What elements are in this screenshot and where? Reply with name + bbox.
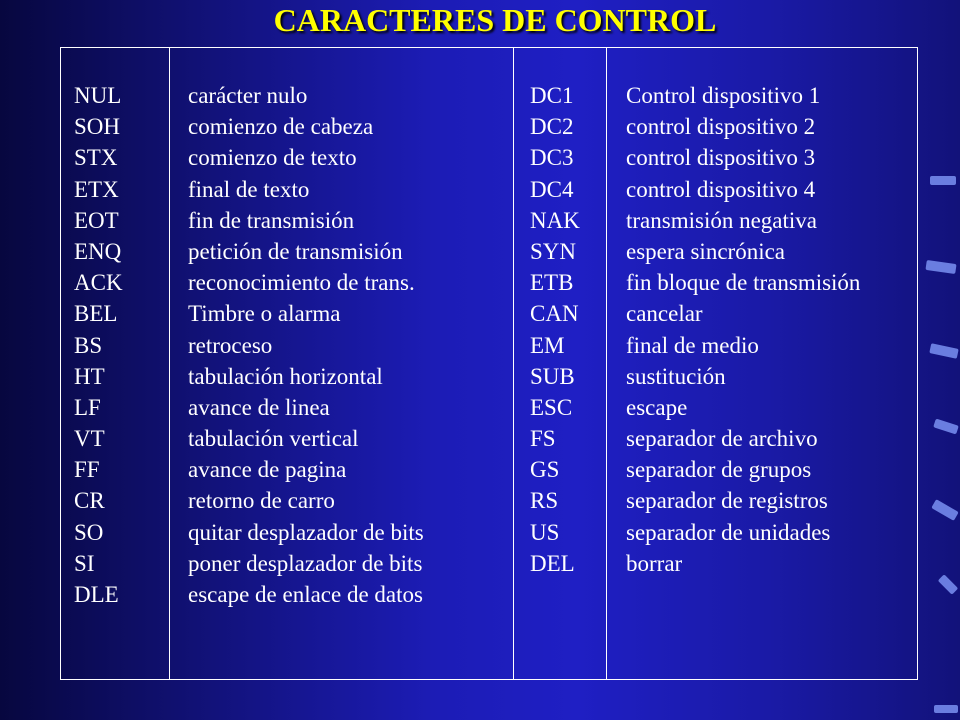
control-description: quitar desplazador de bits: [188, 519, 424, 545]
control-code: SO: [74, 519, 104, 545]
control-description: tabulación vertical: [188, 426, 359, 452]
control-code: ESC: [530, 394, 573, 420]
control-description: Control dispositivo 1: [626, 83, 821, 108]
control-code: RS: [530, 488, 559, 514]
right-descriptions-column: [626, 80, 860, 579]
control-description: reconocimiento de trans.: [188, 270, 415, 296]
control-description: fin bloque de transmisión: [626, 270, 861, 296]
control-code: HT: [74, 363, 105, 389]
control-code: DC3: [530, 145, 574, 171]
control-description: avance de pagina: [188, 457, 347, 483]
decorative-dash: [938, 574, 959, 595]
control-code: CR: [74, 488, 105, 514]
control-code: FS: [530, 426, 556, 452]
control-code: NUL: [74, 83, 122, 108]
control-code: SYN: [530, 238, 577, 264]
control-description: carácter nulo: [188, 83, 308, 108]
left-descriptions-column: [188, 80, 424, 610]
control-code: ETB: [530, 270, 574, 296]
control-code: NAK: [530, 207, 580, 233]
control-code: DC4: [530, 176, 574, 202]
control-description: espera sincrónica: [626, 238, 786, 264]
control-code: ETX: [74, 176, 119, 202]
control-code: DC1: [530, 83, 574, 108]
control-description: transmisión negativa: [626, 207, 817, 233]
control-description: final de texto: [188, 176, 310, 202]
control-description: final de medio: [626, 332, 759, 358]
control-code: LF: [74, 394, 101, 420]
decorative-dash: [934, 705, 958, 713]
decorative-dash: [933, 419, 959, 435]
control-description: tabulación horizontal: [188, 363, 383, 389]
control-description: separador de registros: [626, 488, 828, 514]
control-code: GS: [530, 457, 560, 483]
control-description: fin de transmisión: [188, 207, 355, 233]
decorative-dash: [929, 343, 958, 359]
control-description: avance de linea: [188, 394, 330, 420]
right-codes-column: [530, 80, 580, 579]
control-code: US: [530, 519, 560, 545]
control-code: VT: [74, 426, 105, 452]
control-code: SOH: [74, 114, 121, 140]
control-code: EM: [530, 332, 565, 358]
control-description: control dispositivo 4: [626, 176, 816, 202]
control-code: EOT: [74, 207, 119, 233]
control-description: control dispositivo 2: [626, 114, 816, 140]
control-description: separador de unidades: [626, 519, 831, 545]
decorative-dash: [930, 176, 956, 185]
left-codes-column: [74, 80, 123, 610]
control-description: control dispositivo 3: [626, 145, 816, 171]
control-description: escape: [626, 394, 688, 420]
control-code: SUB: [530, 363, 575, 389]
control-description: escape de enlace de datos: [188, 582, 423, 607]
control-code: DLE: [74, 582, 119, 607]
control-description: separador de archivo: [626, 426, 818, 452]
slide-title: CARACTERES DE CONTROL: [273, 2, 717, 38]
control-code: BEL: [74, 301, 118, 327]
control-description: cancelar: [626, 301, 703, 327]
control-code: ENQ: [74, 238, 122, 264]
control-code: STX: [74, 145, 118, 171]
control-description: retorno de carro: [188, 488, 335, 514]
control-description: Timbre o alarma: [188, 301, 341, 327]
control-description: petición de transmisión: [188, 238, 403, 264]
control-code: CAN: [530, 301, 579, 327]
control-description: borrar: [626, 550, 683, 576]
control-code: DC2: [530, 114, 574, 140]
column-divider-1: [169, 48, 170, 679]
column-divider-3: [606, 48, 607, 679]
column-divider-2: [513, 48, 514, 679]
control-description: sustitución: [626, 363, 726, 389]
control-code: BS: [74, 332, 103, 358]
control-description: comienzo de cabeza: [188, 114, 374, 140]
control-code: ACK: [74, 270, 123, 296]
decorative-dash: [931, 499, 959, 521]
control-description: separador de grupos: [626, 457, 812, 483]
decorative-dash: [925, 260, 956, 274]
control-description: poner desplazador de bits: [188, 550, 423, 576]
control-description: comienzo de texto: [188, 145, 357, 171]
control-description: retroceso: [188, 332, 273, 358]
control-code: FF: [74, 457, 100, 483]
control-code: DEL: [530, 550, 575, 576]
control-code: SI: [74, 550, 95, 576]
